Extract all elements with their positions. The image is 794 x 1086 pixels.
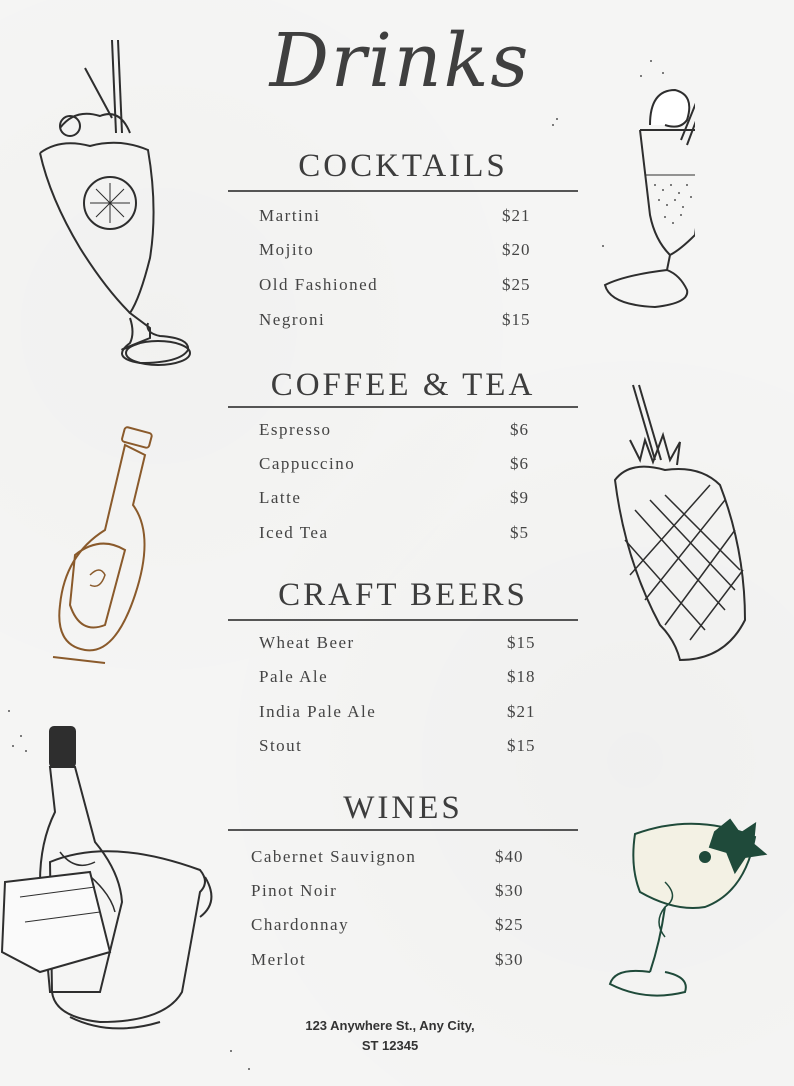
menu-item-name: Mojito [259, 240, 315, 259]
menu-item-price: $9 [510, 488, 529, 507]
menu-item-name: Espresso [259, 420, 332, 439]
section-divider [228, 829, 578, 831]
menu-item-price: $6 [510, 420, 529, 439]
section-divider [228, 406, 578, 408]
speck [20, 735, 22, 737]
speck [248, 1068, 250, 1070]
menu-item-name: Chardonnay [251, 915, 350, 934]
section-title-cocktails: COCKTAILS [298, 148, 508, 184]
menu-item-name: Pale Ale [259, 667, 329, 686]
menu-item-name: Pinot Noir [251, 881, 338, 900]
menu-item-name: Cappuccino [259, 454, 356, 473]
menu-item-name: Wheat Beer [259, 633, 355, 652]
speck [602, 245, 604, 247]
section-title-coffee-tea: COFFEE & TEA [270, 367, 536, 403]
section-divider [228, 190, 578, 192]
speck [556, 118, 558, 120]
menu-item-price: $40 [495, 847, 524, 866]
menu-item-price: $30 [495, 950, 524, 969]
menu-item-price: $20 [502, 240, 531, 259]
menu-item-price: $15 [502, 310, 531, 329]
address-line-1: 123 Anywhere St., Any City, [305, 1018, 475, 1033]
menu-item-name: Stout [259, 736, 303, 755]
menu-item-price: $15 [507, 633, 536, 652]
menu-item-name: Cabernet Sauvignon [251, 847, 417, 866]
menu-item-price: $15 [507, 736, 536, 755]
speck [8, 710, 10, 712]
menu-item-name: Merlot [251, 950, 307, 969]
milkshake-icon [595, 85, 695, 315]
menu-item-name: Old Fashioned [259, 275, 379, 294]
menu-item-name: Martini [259, 206, 321, 225]
menu-item-price: $21 [507, 702, 536, 721]
section-divider [228, 619, 578, 621]
section-title-wines: WINES [343, 790, 463, 826]
menu-item-price: $30 [495, 881, 524, 900]
menu-item-price: $6 [510, 454, 529, 473]
wine-bottle-icon [45, 425, 165, 670]
address-line-2: ST 12345 [361, 1038, 419, 1053]
martini-glass-icon [605, 812, 775, 1012]
menu-item-name: Latte [259, 488, 302, 507]
speck [25, 750, 27, 752]
menu-item-name: Iced Tea [259, 523, 329, 542]
speck [650, 60, 652, 62]
hurricane-cocktail-icon [30, 38, 200, 378]
speck [552, 124, 554, 126]
champagne-bucket-icon [0, 722, 220, 1042]
menu-item-price: $5 [510, 523, 529, 542]
speck [662, 72, 664, 74]
tiki-cocktail-icon [605, 380, 755, 670]
speck [230, 1050, 232, 1052]
menu-item-name: India Pale Ale [259, 702, 377, 721]
address [240, 1016, 540, 1056]
menu-item-price: $21 [502, 206, 531, 225]
menu-item-price: $25 [502, 275, 531, 294]
menu-item-price: $18 [507, 667, 536, 686]
speck [12, 745, 14, 747]
speck [640, 75, 642, 77]
page-title: Drinks [269, 18, 531, 104]
menu-item-price: $25 [495, 915, 524, 934]
menu-item-name: Negroni [259, 310, 326, 329]
section-title-craft-beers: CRAFT BEERS [278, 577, 528, 613]
